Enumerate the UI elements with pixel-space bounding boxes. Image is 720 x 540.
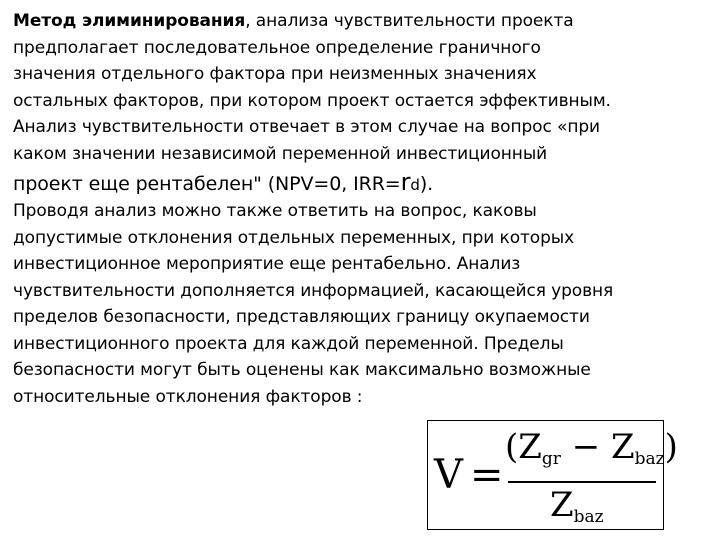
- denominator-sub-baz: baz: [573, 507, 604, 527]
- term-elimination-method: Метод элиминирования: [13, 11, 246, 31]
- text-line-14: безопасности могут быть оценены как максимально возможные: [13, 360, 591, 380]
- text-line-1: [13, 8, 713, 35]
- text-line-3: значения отдельного фактора при неизменных значениях: [13, 64, 537, 84]
- numerator-minus: − Z: [560, 427, 635, 467]
- text-line-7-end: ).: [419, 173, 434, 195]
- text-line-9: допустимые отклонения отдельных переменных, при которых: [13, 227, 575, 248]
- formula-numerator: [505, 425, 678, 481]
- text-line-6: каком значении независимой переменной инвестиционный: [13, 143, 548, 164]
- text-line-7: [13, 167, 713, 198]
- safety-limit-formula: [427, 420, 678, 530]
- text-line-12: пределов безопасности, представляющих границу окупаемости: [13, 307, 590, 327]
- formula-denominator: [550, 483, 604, 539]
- irr-d-subscript: d: [410, 176, 420, 194]
- numerator-open: (Z: [505, 427, 542, 467]
- text-line-7-start: проект еще рентабелен" (NPV=0, IRR=: [13, 173, 401, 195]
- numerator-sub-baz: baz: [634, 449, 665, 469]
- text-line-13: инвестиционного проекта для каждой переменной. Пределы: [13, 333, 564, 354]
- irr-r-symbol: r: [400, 168, 411, 196]
- text-line-4: остальных факторов, при котором проект остается эффективным.: [13, 90, 611, 111]
- formula-v: V: [434, 452, 463, 498]
- text-line-15: относительные отклонения факторов :: [13, 386, 363, 407]
- numerator-close: ): [664, 427, 678, 467]
- numerator-sub-gr: gr: [541, 449, 561, 469]
- text-line-5: Анализ чувствительности отвечает в этом случае на вопрос «при: [13, 117, 600, 137]
- text-line-8: Проводя анализ можно также ответить на вопрос, каковы: [13, 201, 537, 221]
- formula-equals: =: [470, 452, 504, 498]
- text-line-10: инвестиционное мероприятие еще рентабельно. Анализ: [13, 254, 521, 274]
- text-line-11: чувствительности дополняется информацией, касающейся уровня: [13, 280, 614, 301]
- body-text: [13, 8, 713, 410]
- text-line-2: предполагает последовательное определение граничного: [13, 37, 541, 58]
- denominator-z: Z: [550, 485, 574, 525]
- text-line-1-rest: , анализа чувствительности проекта: [245, 11, 574, 31]
